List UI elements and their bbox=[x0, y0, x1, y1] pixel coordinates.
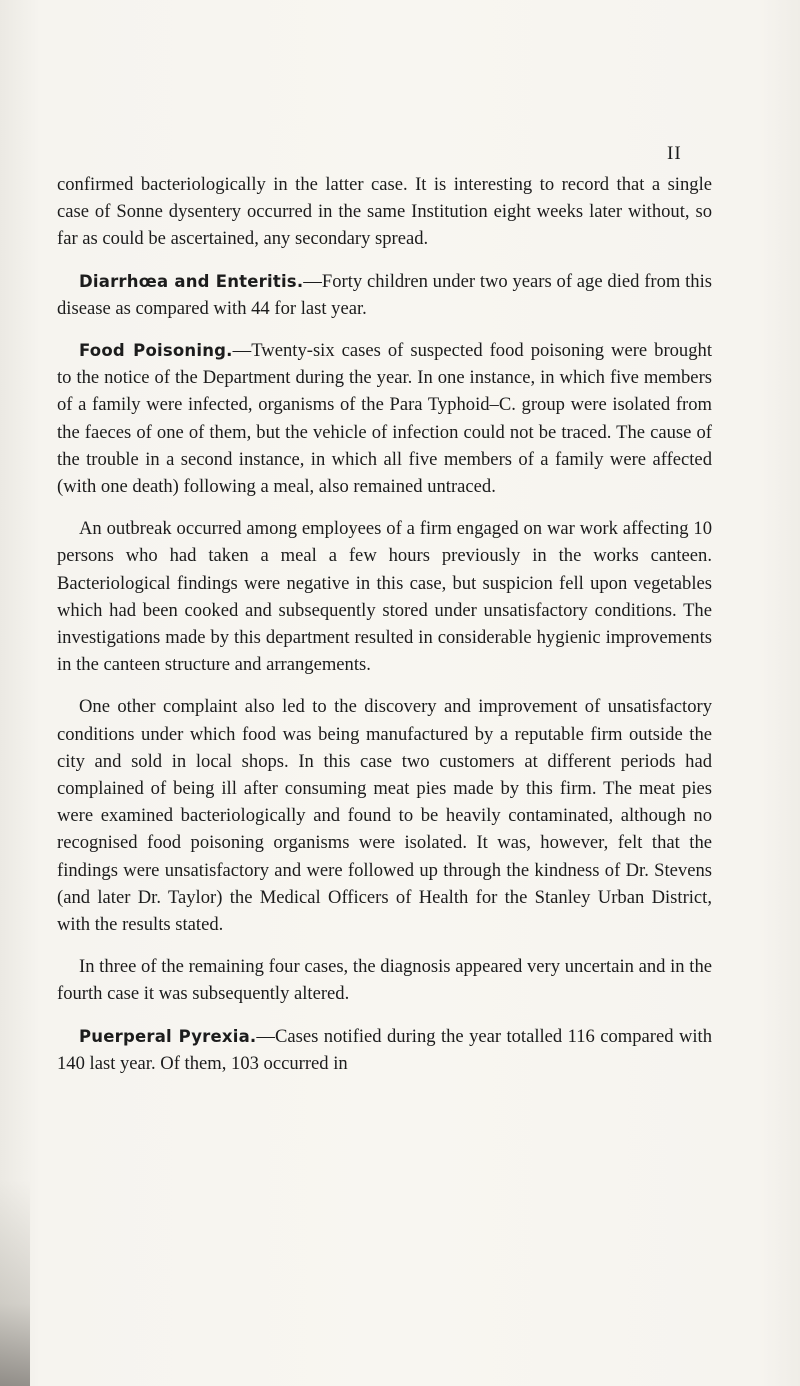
food-poisoning-text: —Twenty-six cases of suspected food poisoning were brought to the notice of the Department during the year. In one instance, in which five members of a family were infected, organisms of the Para Typhoid–C. group were isolated from the faeces of one of them, but the vehicle of infection could not be traced. The cause of the trouble in a second instance, in which all five members of a family were affected (with one death) following a meal, also remained untraced. bbox=[57, 340, 712, 498]
puerperal-pyrexia-text: —Cases notified during the year totalled 116 compared with 140 last year. Of them, 103 occurred in bbox=[57, 1025, 713, 1074]
paragraph-remaining-cases: In three of the remaining four cases, the diagnosis appeared very uncertain and in the fourth case it was subsequently altered. bbox=[57, 956, 712, 1005]
paragraph-sonne-dysentery: confirmed bacteriologically in the latter case. It is interesting to record that a single case of Sonne dysentery occurred in the same Institution eight weeks later without, so far as could be ascertained, any secondary spread. bbox=[57, 174, 712, 250]
body-text bbox=[57, 171, 712, 1092]
heading-food-poisoning: Food Poisoning. bbox=[79, 341, 233, 361]
heading-diarrhoea-enteritis: Diarrhœa and Enteritis. bbox=[79, 271, 304, 291]
heading-puerperal-pyrexia: Puerperal Pyrexia. bbox=[79, 1026, 257, 1046]
page-edge-shadow bbox=[0, 1180, 30, 1386]
diarrhoea-text: —Forty children under two years of age died from this disease as compared with 44 for last year. bbox=[57, 270, 712, 319]
paragraph-food-poisoning bbox=[57, 337, 712, 500]
paragraph-meat-pies: One other complaint also led to the discovery and improvement of unsatisfactory conditions under which food was being manufactured by a reputable firm outside the city and sold in local shops. In this case two customers at different periods had complained of being ill after consuming meat pies made by this firm. The meat pies were examined bacteriologically and found to be heavily contaminated, although no recognised food poisoning organisms were isolated. It was, however, felt that the findings were unsatisfactory and were followed up through the kindness of Dr. Stevens (and later Dr. Taylor) the Medical Officers of Health for the Stanley Urban District, with the results stated. bbox=[57, 696, 712, 936]
paragraph-puerperal-pyrexia bbox=[57, 1023, 712, 1077]
page-number: II bbox=[667, 143, 682, 164]
paragraph-diarrhoea bbox=[57, 268, 712, 322]
paragraph-canteen-outbreak: An outbreak occurred among employees of a firm engaged on war work affecting 10 persons who had taken a meal a few hours previously in the works canteen. Bacteriological findings were negative in this case, but suspicion fell upon vegetables which had been cooked and subsequently stored under unsatisfactory conditions. The investigations made by this department resulted in considerable hygienic improvements in the canteen structure and arrangements. bbox=[57, 518, 712, 676]
